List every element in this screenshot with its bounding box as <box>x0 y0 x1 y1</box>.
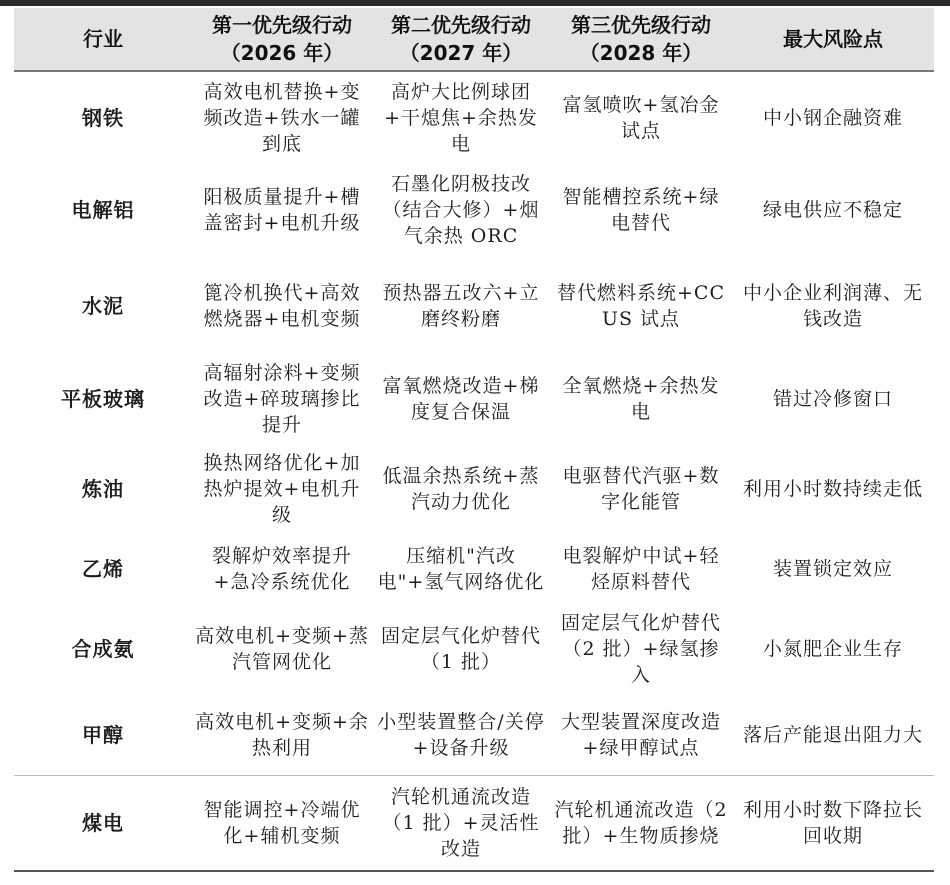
priority-2-cell: 低温余热系统+蒸汽动力优化 <box>382 465 540 513</box>
table-row <box>14 775 934 871</box>
industry-cell: 煤电 <box>14 775 192 871</box>
industry-cell: 乙烯 <box>82 557 124 581</box>
table-row <box>14 355 934 443</box>
priority-1-cell: 阳极质量提升+槽盖密封+电机升级 <box>203 186 361 234</box>
priority-2-cell: 压缩机"汽改电"+氢气网络优化 <box>377 545 545 593</box>
table-row <box>14 71 934 163</box>
industry-cell: 水泥 <box>82 294 124 318</box>
industry-cell: 钢铁 <box>82 105 124 130</box>
table-row <box>14 257 934 355</box>
priority-1-cell: 高辐射涂料+变频改造+碎玻璃掺比提升 <box>203 362 361 436</box>
priority-2-cell: 富氧燃烧改造+梯度复合保温 <box>382 375 540 423</box>
priority-1-cell: 智能调控+冷端优化+辅机变频 <box>192 775 372 871</box>
header-priority-2-year: （2027 年） <box>399 41 523 65</box>
industry-cell: 炼油 <box>82 477 124 501</box>
header-priority-3-year: （2028 年） <box>579 41 703 65</box>
risk-cell: 装置锁定效应 <box>772 558 893 580</box>
priority-2-cell: 石墨化阴极技改（结合大修）+烟气余热 ORC <box>382 173 540 247</box>
table-body <box>14 71 934 871</box>
header-priority-2 <box>372 8 550 71</box>
priority-2-cell: 汽轮机通流改造（1 批）+灵活性改造 <box>372 775 550 871</box>
header-priority-1 <box>192 8 372 71</box>
table-row <box>14 603 934 695</box>
priority-3-cell: 电裂解炉中试+轻烃原料替代 <box>562 545 720 593</box>
header-row <box>14 8 934 71</box>
risk-cell: 中小企业利润薄、无钱改造 <box>742 282 923 330</box>
priority-1-cell: 高效电机+变频+余热利用 <box>195 710 369 759</box>
header-risk-label: 最大风险点 <box>783 27 883 51</box>
header-industry-label: 行业 <box>83 27 123 51</box>
header-risk <box>732 8 934 71</box>
priority-2-cell: 固定层气化炉替代（1 批） <box>380 625 541 673</box>
risk-cell: 小氮肥企业生存 <box>762 638 903 660</box>
priority-1-cell: 高效电机+变频+蒸汽管网优化 <box>195 625 369 673</box>
risk-cell: 利用小时数持续走低 <box>742 478 923 500</box>
table-header <box>14 8 934 71</box>
priority-3-cell: 富氢喷吹+氢冶金试点 <box>562 93 720 142</box>
table-row <box>14 443 934 535</box>
priority-3-cell: 电驱替代汽驱+数字化能管 <box>562 465 720 513</box>
risk-cell: 绿电供应不稳定 <box>762 199 903 221</box>
priority-3-cell: 固定层气化炉替代（2 批）+绿氢掺入 <box>560 612 721 686</box>
header-priority-1-title: 第一优先级行动 <box>212 13 352 37</box>
priority-3-cell: 智能槽控系统+绿电替代 <box>562 186 720 234</box>
header-industry <box>14 8 192 71</box>
risk-cell: 中小钢企融资难 <box>762 106 903 129</box>
industry-action-table <box>14 8 934 872</box>
priority-1-cell: 换热网络优化+加热炉提效+电机升级 <box>203 452 361 526</box>
header-priority-1-year: （2026 年） <box>220 41 344 65</box>
risk-cell: 错过冷修窗口 <box>772 388 893 410</box>
header-priority-2-title: 第二优先级行动 <box>391 13 531 37</box>
table-row <box>14 535 934 603</box>
industry-cell: 平板玻璃 <box>61 387 145 411</box>
priority-2-cell: 高炉大比例球团+干熄焦+余热发电 <box>384 80 538 155</box>
priority-2-cell: 小型装置整合/关停+设备升级 <box>377 710 545 759</box>
industry-cell: 合成氨 <box>71 637 135 661</box>
industry-cell: 甲醇 <box>82 722 124 747</box>
header-priority-3 <box>550 8 732 71</box>
priority-3-cell: 汽轮机通流改造（2 批）+生物质掺烧 <box>550 775 732 871</box>
table-row <box>14 695 934 775</box>
priority-1-cell: 高效电机替换+变频改造+铁水一罐到底 <box>203 80 361 155</box>
priority-1-cell: 篦冷机换代+高效燃烧器+电机变频 <box>203 282 361 330</box>
priority-3-cell: 全氧燃烧+余热发电 <box>562 375 720 423</box>
header-priority-3-title: 第三优先级行动 <box>571 13 711 37</box>
top-edge-strip <box>0 0 950 6</box>
table-row <box>14 163 934 257</box>
risk-cell: 利用小时数下降拉长回收期 <box>732 775 934 871</box>
priority-1-cell: 裂解炉效率提升+急冷系统优化 <box>211 545 352 593</box>
industry-cell: 电解铝 <box>71 198 135 222</box>
priority-3-cell: 替代燃料系统+CCUS 试点 <box>557 282 725 330</box>
risk-cell: 落后产能退出阻力大 <box>742 723 923 746</box>
priority-2-cell: 预热器五改六+立磨终粉磨 <box>382 282 540 330</box>
priority-3-cell: 大型装置深度改造+绿甲醇试点 <box>560 710 721 759</box>
